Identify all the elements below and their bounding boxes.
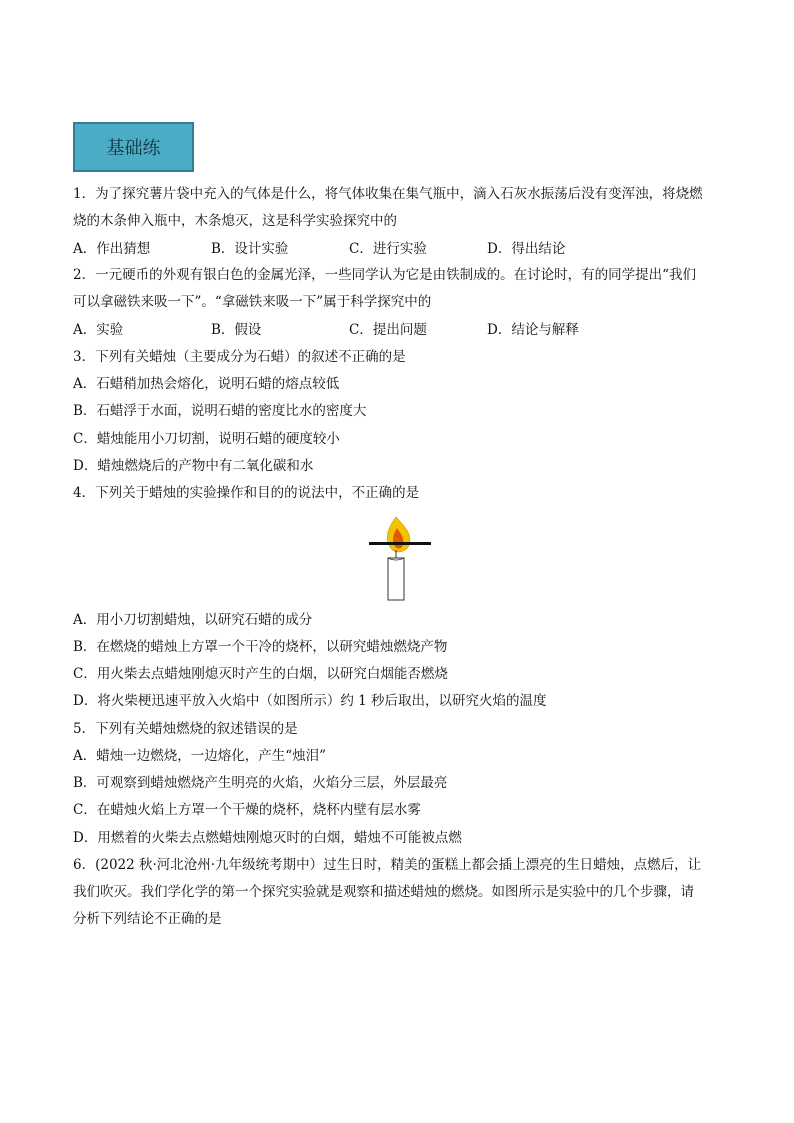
q2-option-b[interactable]: B．假设 — [211, 322, 262, 338]
q1-option-d[interactable]: D．得出结论 — [487, 241, 566, 257]
q6-stem-line3: 分析下列结论不正确的是 — [73, 911, 222, 927]
q4-option-a[interactable]: A．用小刀切割蜡烛，以研究石蜡的成分 — [73, 612, 313, 628]
q2-option-d[interactable]: D．结论与解释 — [487, 322, 579, 338]
q2-option-a[interactable]: A．实验 — [73, 322, 124, 338]
q1-options — [73, 240, 723, 258]
q2-stem-line2: 可以拿磁铁来吸一下”。“拿磁铁来吸一下”属于科学探究中的 — [73, 294, 432, 310]
q5-stem: 5．下列有关蜡烛燃烧的叙述错误的是 — [73, 721, 298, 737]
q1-option-a[interactable]: A．作出猜想 — [73, 241, 151, 257]
q3-stem: 3．下列有关蜡烛（主要成分为石蜡）的叙述不正确的是 — [73, 349, 406, 365]
q5-option-a[interactable]: A．蜡烛一边燃烧，一边熔化，产生“烛泪” — [73, 748, 327, 764]
q3-option-d[interactable]: D．蜡烛燃烧后的产物中有二氧化碳和水 — [73, 458, 314, 474]
q5-option-c[interactable]: C．在蜡烛火焰上方罩一个干燥的烧杯，烧杯内壁有层水雾 — [73, 802, 421, 818]
section-title: 基础练 — [73, 122, 194, 172]
q3-option-a[interactable]: A．石蜡稍加热会熔化，说明石蜡的熔点较低 — [73, 376, 340, 392]
q5-option-d[interactable]: D．用燃着的火柴去点燃蜡烛刚熄灭时的白烟，蜡烛不可能被点燃 — [73, 830, 462, 846]
candle-with-matchstick-icon — [365, 512, 435, 604]
candle-figure — [365, 512, 435, 604]
q4-option-c[interactable]: C．用火柴去点蜡烛刚熄灭时产生的白烟，以研究白烟能否燃烧 — [73, 666, 448, 682]
q3-option-b[interactable]: B．石蜡浮于水面，说明石蜡的密度比水的密度大 — [73, 403, 367, 419]
q2-stem-line1: 2．一元硬币的外观有银白色的金属光泽，一些同学认为它是由铁制成的。在讨论时，有的同学提出“我们 — [73, 267, 696, 283]
q2-option-c[interactable]: C．提出问题 — [349, 322, 427, 338]
q1-option-b[interactable]: B．设计实验 — [211, 241, 289, 257]
q6-stem-line2: 我们吹灭。我们学化学的第一个探究实验就是观察和描述蜡烛的燃烧。如图所示是实验中的几个步骤，请 — [73, 884, 694, 900]
q1-option-c[interactable]: C．进行实验 — [349, 241, 427, 257]
q1-stem-line1: 1．为了探究薯片袋中充入的气体是什么，将气体收集在集气瓶中，滴入石灰水振荡后没有变浑浊，将烧燃 — [73, 186, 703, 202]
q1-stem-line2: 烧的木条伸入瓶中，木条熄灭，这是科学实验探究中的 — [73, 213, 397, 229]
q6-stem-line1: 6．(2022 秋·河北沧州·九年级统考期中）过生日时，精美的蛋糕上都会插上漂亮的生日蜡烛，点燃后，让 — [73, 857, 702, 873]
q2-options — [73, 321, 723, 339]
q4-option-b[interactable]: B．在燃烧的蜡烛上方罩一个干冷的烧杯，以研究蜡烛燃烧产物 — [73, 639, 448, 655]
q4-stem: 4．下列关于蜡烛的实验操作和目的的说法中，不正确的是 — [73, 485, 420, 501]
q3-option-c[interactable]: C．蜡烛能用小刀切割，说明石蜡的硬度较小 — [73, 431, 340, 447]
q5-option-b[interactable]: B．可观察到蜡烛燃烧产生明亮的火焰，火焰分三层，外层最亮 — [73, 775, 448, 791]
q4-option-d[interactable]: D．将火柴梗迅速平放入火焰中（如图所示）约 1 秒后取出，以研究火焰的温度 — [73, 693, 547, 709]
